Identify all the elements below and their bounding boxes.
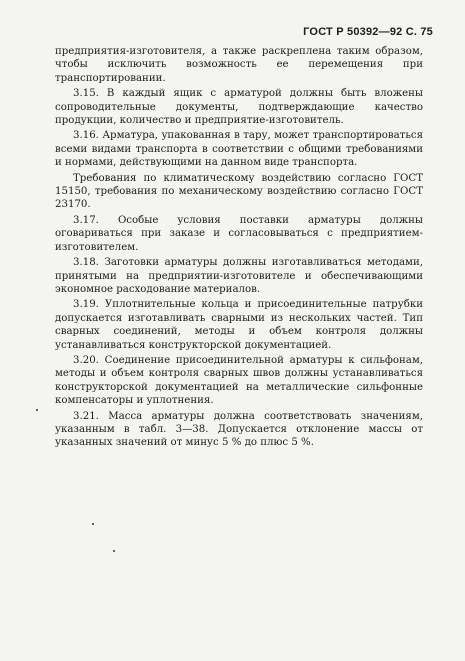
- paragraph-3-20: 3.20. Соединение присоединительной арматуры к сильфонам, методы и объем контроля сварных швов должны устанавливаться конструкторской документацией на металлические сильфонные компенсаторы и уплотнения.: [55, 354, 423, 407]
- paragraph-3-16-climate: Требования по климатическому воздействию согласно ГОСТ 15150, требования по механическому воздействию согласно ГОСТ 23170.: [55, 172, 423, 211]
- paragraph-3-18: 3.18. Заготовки арматуры должны изготавливаться методами, принятыми на предприятии-изготовителе и обеспечивающими экономное расходование материалов.: [55, 257, 423, 295]
- paragraph-3-14-continuation: предприятия-изготовителя, а также раскреплена таким образом, чтобы исключить возможность ее перемещения при транспортировании.: [55, 46, 423, 84]
- paragraph-3-21: 3.21. Масса арматуры должна соответствовать значениям, указанным в табл. 3—38. Допускается отклонение массы от указанных значений от минус 5 % до плюс 5 %.: [55, 410, 423, 449]
- scan-speck: [92, 523, 94, 525]
- scan-speck: [36, 409, 38, 411]
- paragraph-3-15: 3.15. В каждый ящик с арматурой должны быть вложены сопроводительные документы, подтверждающие качество продукции, количество и предприятие-изготовитель.: [55, 88, 423, 127]
- body-text: [55, 45, 423, 452]
- paragraph-3-16: 3.16. Арматура, упакованная в тару, может транспортироваться всеми видами транспорта в соответствии с общими требованиями и нормами, действующими на данном виде транспорта.: [55, 130, 423, 169]
- paragraph-3-17: 3.17. Особые условия поставки арматуры должны оговариваться при заказе и согласовываться с предприятием-изготовителем.: [55, 214, 423, 253]
- running-head: ГОСТ Р 50392—92 С. 75: [303, 26, 433, 38]
- scan-speck: [113, 550, 115, 552]
- paragraph-3-19: 3.19. Уплотнительные кольца и присоединительные патрубки допускается изготавливать сварными из нескольких частей. Тип сварных соединений, методы и объем контроля должны устанавливаться конструкторской документацией.: [55, 299, 423, 351]
